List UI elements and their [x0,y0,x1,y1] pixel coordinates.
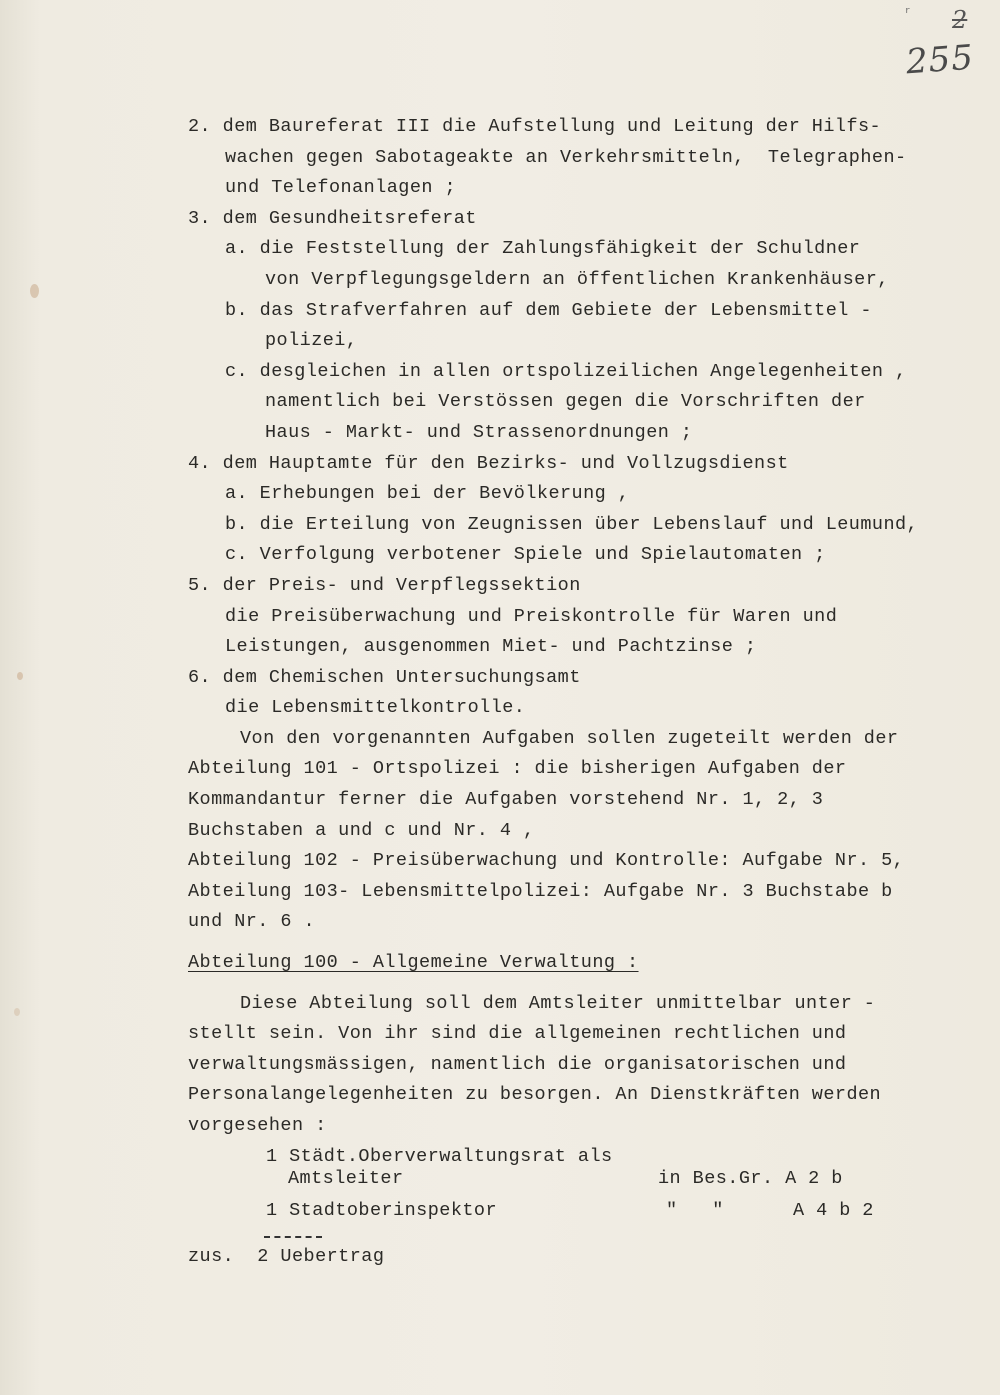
text-line: 6. dem Chemischen Untersuchungsamt [188,666,581,688]
text-line: Haus - Markt- und Strassenordnungen ; [265,421,693,443]
text-line: Abteilung 103- Lebensmittelpolizei: Aufgabe Nr. 3 Buchstabe b [188,880,893,902]
staff-row-title-cont: Amtsleiter [288,1167,404,1189]
text-line: Diese Abteilung soll dem Amtsleiter unmittelbar unter - [240,992,876,1014]
staff-table [188,1144,978,1236]
text-line: 3. dem Gesundheitsreferat [188,207,477,229]
text-line: polizei, [265,330,358,352]
text-line: stellt sein. Von ihr sind die allgemeinen rechtlichen und [188,1023,847,1045]
text-line: 2. dem Baureferat III die Aufstellung und Leitung der Hilfs- [188,116,882,137]
text-line: 4. dem Hauptamte für den Bezirks- und Vollzugsdienst [188,452,789,474]
section-heading: Abteilung 100 - Allgemeine Verwaltung : [188,952,639,974]
staff-row-grade: in Bes.Gr. A 2 b [658,1167,843,1189]
punch-hole-mark [30,284,39,298]
text-line: a. die Feststellung der Zahlungsfähigkeit der Schuldner [225,238,861,260]
page-number-crossed: 2 [952,6,968,34]
text-line: Personalangelegenheiten zu besorgen. An Dienstkräften werden [188,1084,882,1106]
text-line: die Preisüberwachung und Preiskontrolle für Waren und [225,605,838,627]
text-line: namentlich bei Verstössen gegen die Vorschriften der [265,391,866,413]
sum-rule [264,1236,322,1238]
staff-row-title: 1 Städt.Oberverwaltungsrat als [266,1145,613,1167]
text-line: von Verpflegungsgeldern an öffentlichen Krankenhäuser, [265,268,889,290]
text-line: c. Verfolgung verbotener Spiele und Spielautomaten ; [225,544,826,566]
text-line: Buchstaben a und c und Nr. 4 , [188,819,535,841]
staff-total: zus. 2 Uebertrag [188,1245,385,1267]
text-line: vorgesehen : [188,1115,327,1136]
text-line: Abteilung 101 - Ortspolizei : die bisherigen Aufgaben der [188,758,847,780]
staff-row-ditto: " " [666,1199,724,1221]
staff-row-grade: A 4 b 2 [793,1199,874,1221]
text-line: b. die Erteilung von Zeugnissen über Lebenslauf und Leumund, [225,513,919,535]
punch-hole-mark [17,672,23,680]
text-line: Abteilung 102 - Preisüberwachung und Kontrolle: Aufgabe Nr. 5, [188,850,905,872]
punch-hole-mark [14,1008,20,1016]
page-number-handwritten: 255 [904,37,976,83]
text-line: 5. der Preis- und Verpflegssektion [188,574,581,596]
text-line: und Telefonanlagen ; [225,177,457,199]
text-line: b. das Strafverfahren auf dem Gebiete der Lebensmittel - [225,299,872,321]
staff-row-title: 1 Stadtoberinspektor [266,1199,498,1221]
text-line: und Nr. 6 . [188,911,316,933]
typed-text-body [188,112,978,1272]
text-line: wachen gegen Sabotageakte an Verkehrsmitteln, Telegraphen- [225,146,907,168]
text-line: Von den vorgenannten Aufgaben sollen zugeteilt werden der [240,727,899,749]
text-line: verwaltungsmässigen, namentlich die organisatorischen und [188,1053,847,1075]
text-line: Kommandantur ferner die Aufgaben vorstehend Nr. 1, 2, 3 [188,789,824,811]
text-line: die Lebensmittelkontrolle. [225,697,526,719]
text-line: c. desgleichen in allen ortspolizeilichen Angelegenheiten , [225,360,907,382]
text-line: a. Erhebungen bei der Bevölkerung , [225,483,630,505]
corner-mark: r [905,6,911,16]
text-line: Leistungen, ausgenommen Miet- und Pachtzinse ; [225,636,757,658]
